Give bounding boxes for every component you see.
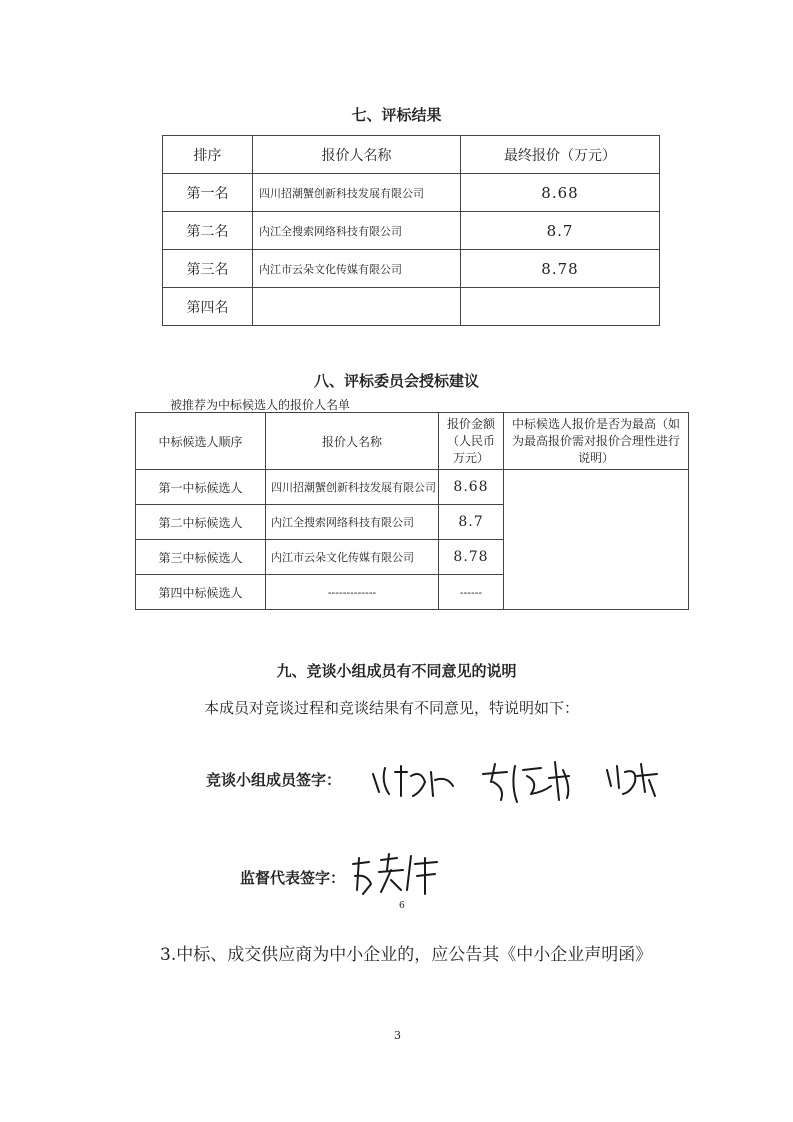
- price-cell: [461, 288, 660, 326]
- candidate-list-caption: 被推荐为中标候选人的报价人名单: [170, 398, 351, 412]
- bidder-name-cell: 内江市云朵文化传媒有限公司: [266, 540, 439, 575]
- section9-title: 九、竞谈小组成员有不同意见的说明: [276, 662, 517, 680]
- price-cell: 8.68: [439, 470, 504, 505]
- table-header-row: [136, 413, 689, 470]
- table-header-row: [163, 136, 660, 174]
- bidder-name-cell: 内江全搜索网络科技有限公司: [266, 505, 439, 540]
- price-cell: ------: [439, 575, 504, 610]
- table-row: [163, 174, 660, 212]
- rank-cell: 第四名: [163, 288, 253, 326]
- rank-cell: 第三中标候选人: [136, 540, 266, 575]
- column-header: 排序: [163, 136, 253, 174]
- price-cell: 8.7: [461, 212, 660, 250]
- supervisor-signature-image: [345, 850, 445, 900]
- price-cell: 8.78: [439, 540, 504, 575]
- rank-cell: 第二中标候选人: [136, 505, 266, 540]
- column-header: 报价人名称: [253, 136, 461, 174]
- price-cell: 8.68: [461, 174, 660, 212]
- table-row: [163, 212, 660, 250]
- members-signature-image: [355, 752, 685, 812]
- table-row: [136, 470, 689, 505]
- section7-title: 七、评标结果: [351, 106, 442, 124]
- bidder-name-cell: 四川招潮蟹创新科技发展有限公司: [253, 174, 461, 212]
- column-header: 报价人名称: [266, 413, 439, 470]
- column-header: 最终报价（万元）: [461, 136, 660, 174]
- supervisor-signature-label: 监督代表签字：: [240, 869, 346, 887]
- bidder-name-cell: [253, 288, 461, 326]
- rank-cell: 第一名: [163, 174, 253, 212]
- rank-cell: 第一中标候选人: [136, 470, 266, 505]
- section8-title: 八、评标委员会授标建议: [313, 372, 479, 390]
- rank-cell: 第三名: [163, 250, 253, 288]
- bidder-name-cell: 内江全搜索网络科技有限公司: [253, 212, 461, 250]
- rank-cell: 第二名: [163, 212, 253, 250]
- award-recommendation-table: [135, 412, 689, 610]
- column-header: 报价金额（人民币万元）: [439, 413, 504, 470]
- table-row: [163, 250, 660, 288]
- column-header: 中标候选人报价是否为最高（如为最高报价需对报价合理性进行说明）: [504, 413, 689, 470]
- price-cell: 8.7: [439, 505, 504, 540]
- price-cell: 8.78: [461, 250, 660, 288]
- highest-price-note-cell: [504, 470, 689, 610]
- evaluation-results-table: [162, 135, 660, 326]
- sme-declaration-note: 3.中标、成交供应商为中小企业的，应公告其《中小企业声明函》: [160, 945, 653, 965]
- bidder-name-cell: 四川招潮蟹创新科技发展有限公司: [266, 470, 439, 505]
- bidder-name-cell: 内江市云朵文化传媒有限公司: [253, 250, 461, 288]
- table-row: [163, 288, 660, 326]
- rank-cell: 第四中标候选人: [136, 575, 266, 610]
- dissent-statement: 本成员对竞谈过程和竞谈结果有不同意见，特说明如下：: [204, 699, 580, 717]
- members-signature-label: 竞谈小组成员签字：: [206, 771, 342, 789]
- bidder-name-cell: -------------: [266, 575, 439, 610]
- page-number: 3: [394, 1029, 401, 1042]
- inner-page-number: 6: [399, 901, 405, 911]
- column-header: 中标候选人顺序: [136, 413, 266, 470]
